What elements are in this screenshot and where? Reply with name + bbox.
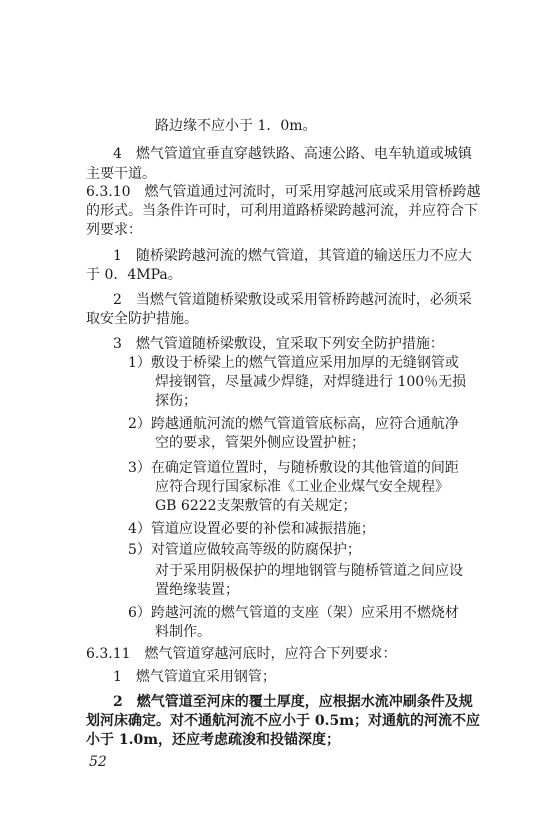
page-number: 52 (89, 754, 107, 770)
